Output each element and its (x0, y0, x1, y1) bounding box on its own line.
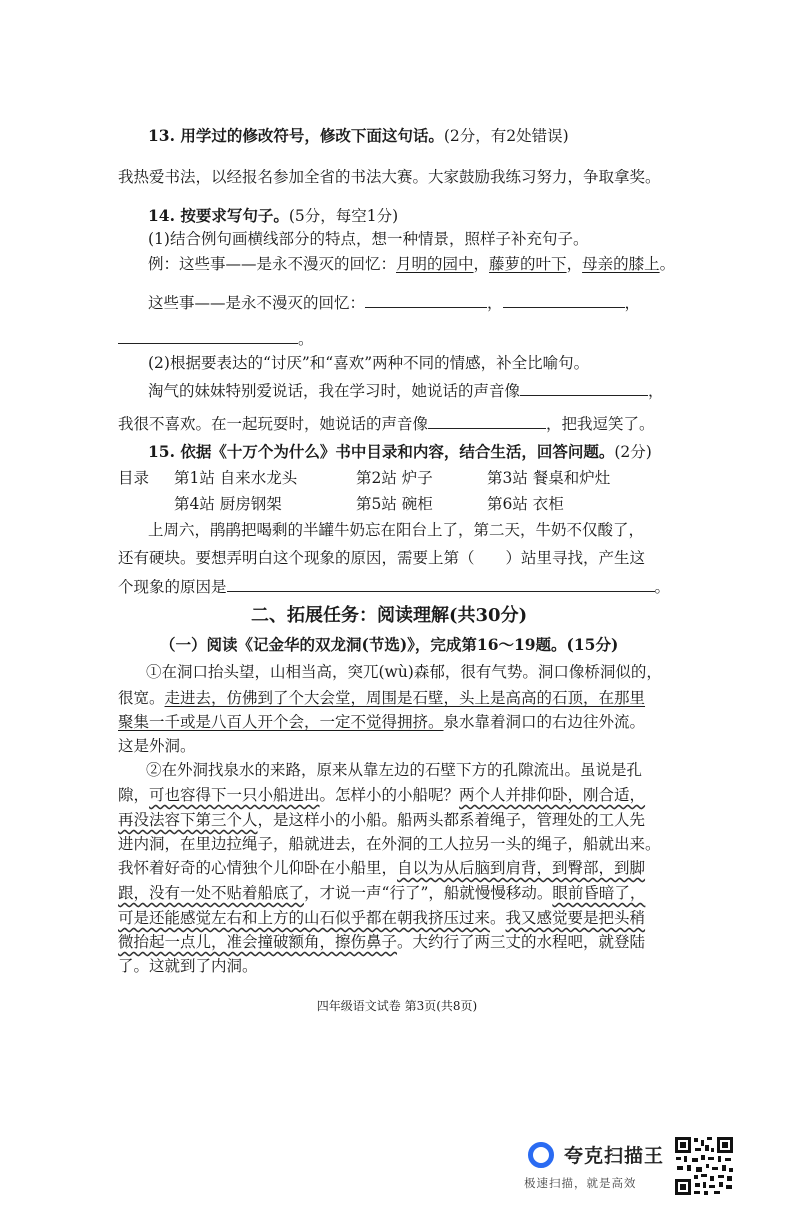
passage-p2-line-8 (118, 932, 645, 952)
passage-p2-line-1: ②在外洞找泉水的来路，原来从靠左边的石壁下方的孔隙流出。虽说是孔 (146, 761, 643, 779)
passage-p2-line-6 (118, 883, 645, 903)
toc-station-3: 第3站 餐桌和炉灶 (487, 469, 611, 487)
toc-label: 目录 (118, 469, 150, 487)
example-underline-3: 母亲的膝上 (582, 255, 660, 273)
passage-p2-line-5 (118, 858, 645, 878)
section-2-title: 二、拓展任务：阅读理解(共30分) (251, 605, 528, 626)
toc-station-5: 第5站 碗柜 (356, 495, 433, 513)
q15-text-2: 还有硬块。要想弄明白这个现象的原因，需要上第（ ）站里寻找，产生这 (118, 549, 646, 567)
p2-wavy-4: 自以为从后脑到肩背，到臀部，到脚 (397, 859, 646, 877)
fill-comma-1: ， (487, 294, 503, 312)
p1-underlined-1: 走进去，仿佛到了个大会堂，周围是石壁，头上是高高的石顶，在那里 (164, 689, 646, 707)
answer-blank-3[interactable] (118, 329, 298, 344)
q14-sub1: (1)结合例句画横线部分的特点，想一种情景，照样子补充句子。 (148, 230, 589, 248)
q14-simile-line-2 (118, 414, 655, 434)
watermark-brand: 夸克扫描王 (564, 1145, 665, 1167)
page-footer: 四年级语文试卷 第3页(共8页) (316, 999, 478, 1013)
q13-sentence: 我热爱书法，以经报名参加全省的书法大赛。大家鼓励我练习努力，争取拿奖。 (118, 168, 661, 186)
q14-simile-line-1 (148, 381, 664, 401)
fill-comma-2: ， (624, 294, 641, 312)
simile-text-2: 我很不喜欢。在一起玩耍时，她说话的声音像 (118, 415, 429, 433)
q15-answer-prefix: 个现象的原因是 (118, 578, 227, 596)
q13-title: 13. 用学过的修改符号，修改下面这句话。 (148, 126, 444, 145)
qr-code-icon (674, 1136, 734, 1196)
p1-underlined-2: 聚集一千或是八百人开个会，一定不觉得拥挤。 (118, 713, 444, 731)
simile-text-1: 淘气的妹妹特别爱说话，我在学习时，她说话的声音像 (148, 382, 521, 400)
passage-p2-line-3 (118, 810, 645, 830)
p2-wavy-2: 两个人并排仰卧，刚合适， (459, 786, 646, 804)
example-underline-2: 藤萝的叶下 (489, 255, 567, 273)
p2-plain-6: 。 (490, 909, 506, 927)
q13-heading (148, 126, 569, 146)
q14-fill-line-2 (118, 329, 314, 349)
p2-wavy-8: 我又感觉要是把头稍 (505, 909, 646, 927)
q14-fill-line (148, 293, 640, 313)
simile-comma: ， (648, 382, 664, 400)
p2-plain-7: 。大约行了两三丈的水程吧，就登陆 (397, 933, 646, 951)
p2-plain-2: 。怎样小的小船呢？ (319, 786, 460, 804)
q14-score: (5分，每空1分) (288, 207, 399, 225)
q15-score: (2分) (614, 443, 652, 461)
fill-prefix: 这些事——是永不漫灭的回忆： (148, 294, 366, 312)
passage-p2-line-9: 了。这就到了内洞。 (118, 957, 258, 975)
example-end: 。 (659, 255, 676, 273)
p2-wavy-6: 眼前昏暗了， (552, 884, 646, 902)
passage-p2-line-4: 进内洞，在里边拉绳子，船就进去，在外洞的工人拉另一头的绳子，船就出来。 (118, 835, 661, 853)
q13-score: (2分，有2处错误) (443, 127, 569, 145)
p2-wavy-9: 微抬起一点儿，准会撞破额角，擦伤鼻子 (118, 933, 398, 951)
toc-station-4: 第4站 厨房钢架 (174, 495, 282, 513)
p1-plain-1: 很宽。 (118, 689, 165, 707)
p1-plain-2: 泉水靠着洞口的右边往外流。 (443, 713, 646, 731)
passage-p1-line-2 (118, 688, 645, 708)
q15-text-1: 上周六，鹃鹃把喝剩的半罐牛奶忘在阳台上了，第二天，牛奶不仅酸了， (148, 521, 645, 539)
example-sep-2: ， (566, 255, 583, 273)
example-underline-1: 月明的园中 (396, 255, 474, 273)
quark-logo-icon (528, 1142, 554, 1168)
p2-plain-1: 隙， (118, 786, 150, 804)
p2-wavy-3: 再没法容下第三个人 (118, 811, 258, 829)
watermark-slogan: 极速扫描，就是高效 (524, 1176, 637, 1190)
q14-sub2: (2)根据要表达的“讨厌”和“喜欢”两种不同的情感，补全比喻句。 (148, 354, 590, 372)
answer-blank-1[interactable] (365, 293, 487, 308)
p2-plain-3: ，是这样小的小船。船两头都系着绳子，管理处的工人先 (257, 811, 646, 829)
passage-p2-line-2 (118, 785, 645, 805)
p2-wavy-1: 可也容得下一只小船进出 (149, 786, 320, 804)
p2-wavy-5: 跟，没有一处不贴着船底了 (118, 884, 305, 902)
answer-blank-2[interactable] (503, 293, 625, 308)
q15-text-3 (118, 577, 670, 597)
p2-plain-4: 我怀着好奇的心情独个儿仰卧在小船里， (118, 859, 398, 877)
p2-plain-5: ，才说一声“行了”，船就慢慢移动。 (304, 884, 553, 902)
simile-text-3: ，把我逗笑了。 (546, 415, 655, 433)
toc-station-2: 第2站 炉子 (356, 469, 433, 487)
q14-example (148, 254, 675, 274)
answer-blank-6[interactable] (227, 577, 655, 592)
passage-p1-line-1: ①在洞口抬头望，山相当高，突兀(wù)森郁，很有气势。洞口像桥洞似的， (146, 663, 662, 681)
fill-period: 。 (298, 330, 314, 348)
passage-p1-line-4: 这是外洞。 (118, 737, 196, 755)
passage-p2-line-7 (118, 908, 645, 928)
scanner-watermark (522, 1137, 672, 1190)
example-prefix: 例：这些事——是永不漫灭的回忆： (148, 255, 397, 273)
p2-wavy-7: 可是还能感觉左右和上方的山石似乎都在朝我挤压过来 (118, 909, 491, 927)
example-sep-1: ， (473, 255, 490, 273)
q15-answer-end: 。 (654, 578, 671, 596)
section-2-subtitle: （一）阅读《记金华的双龙洞(节选)》，完成第16～19题。(15分) (160, 635, 619, 654)
q14-title: 14. 按要求写句子。 (148, 206, 289, 225)
passage-p1-line-3 (118, 712, 645, 732)
toc-station-1: 第1站 自来水龙头 (174, 469, 298, 487)
toc-station-6: 第6站 衣柜 (487, 495, 564, 513)
answer-blank-4[interactable] (520, 381, 648, 396)
q14-heading (148, 206, 398, 226)
answer-blank-5[interactable] (428, 414, 546, 429)
q15-title: 15. 依据《十万个为什么》书中目录和内容，结合生活，回答问题。 (148, 442, 615, 461)
q15-heading (148, 442, 652, 462)
